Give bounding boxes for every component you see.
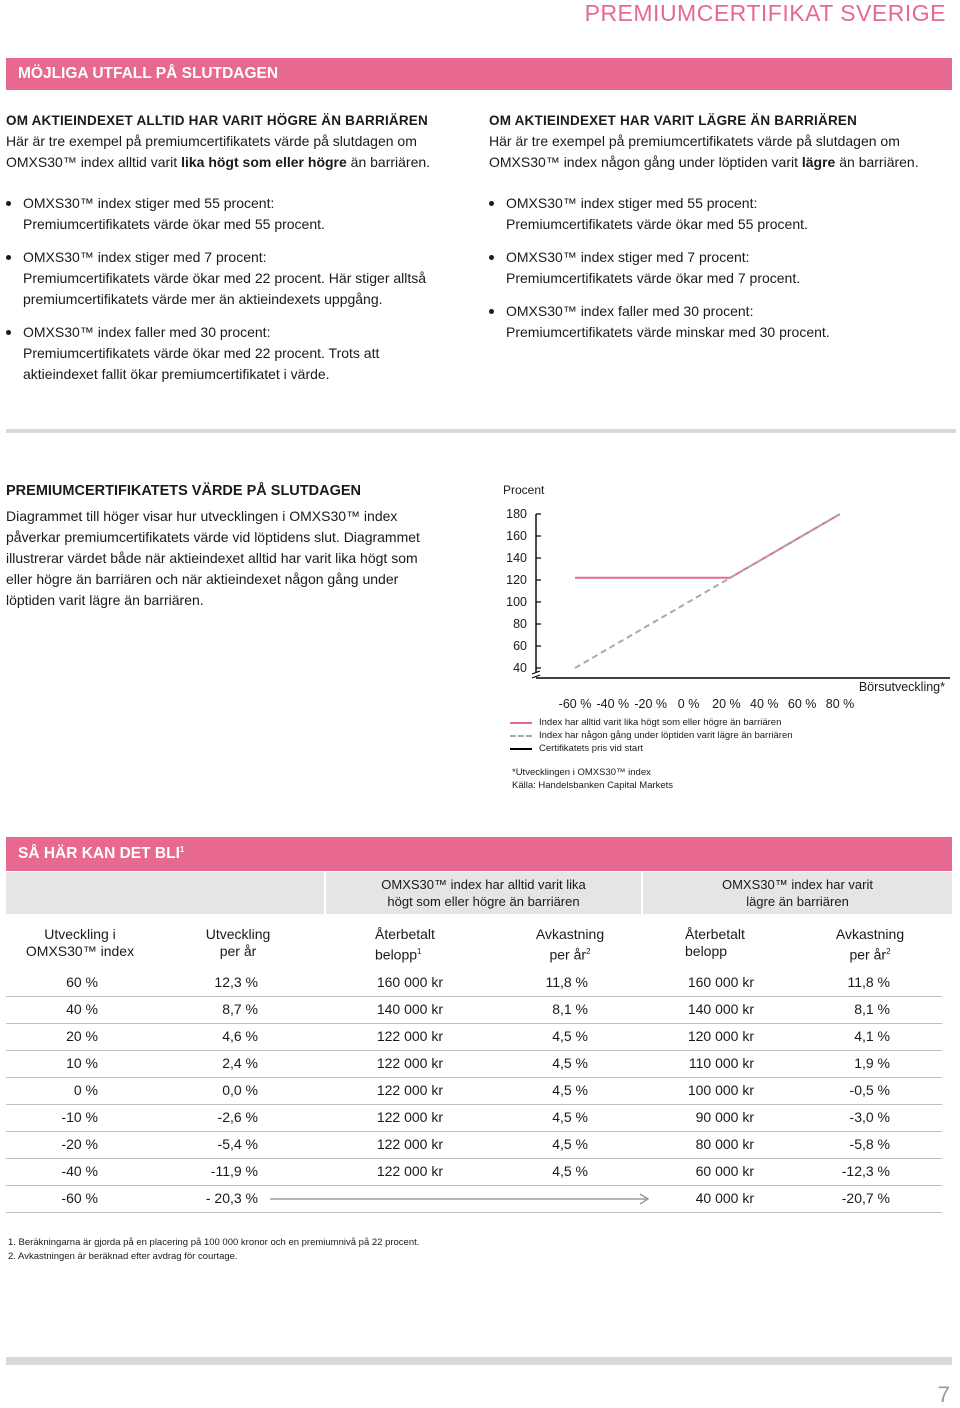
chart-note-line: *Utvecklingen i OMXS30™ index (512, 767, 651, 778)
table-row-rule (6, 1050, 942, 1051)
table-cell: 110 000 kr (688, 1055, 754, 1071)
intro-line-post: än barriären. (835, 154, 919, 170)
table-cell: 8,7 % (222, 1001, 258, 1017)
intro-line: Här är tre exempel på premiumcertifikatets värde på slutdagen om (6, 133, 417, 149)
x-tick-label: 0 % (677, 697, 700, 711)
bullet-line: Premiumcertifikatets värde ökar med 22 procent. Här stiger alltså (23, 270, 427, 286)
column-header (20, 926, 140, 960)
right-bullet-list (489, 193, 954, 343)
y-tick-label: 120 (506, 573, 527, 587)
table-cell: 12,3 % (214, 974, 258, 990)
bullet-line: Premiumcertifikatets värde minskar med 30 procent. (506, 324, 830, 340)
legend-swatch-black (510, 748, 532, 750)
bullet-item (489, 193, 954, 235)
bullet-line: Premiumcertifikatets värde ökar med 55 procent. (506, 216, 808, 232)
group-header-line: högt som eller högre än barriären (387, 894, 580, 909)
left-intro (6, 131, 471, 173)
table-cell: 10 % (66, 1055, 98, 1071)
footnote: 1. Beräkningarna är gjorda på en placering på 100 000 kronor och en premiumnivå på 22 procent. (8, 1237, 420, 1248)
intro-line-bold: lika högt som eller högre (181, 154, 347, 170)
chart-note-line: Källa: Handelsbanken Capital Markets (512, 780, 674, 791)
table-cell: -20 % (61, 1136, 98, 1152)
table-cell: 8,1 % (552, 1001, 588, 1017)
page-number: 7 (937, 1382, 950, 1407)
section-band-mojliga-utfall (6, 58, 952, 90)
chart-description (6, 481, 461, 611)
table-cell: 2,4 % (222, 1055, 258, 1071)
section-band-sa-har-kan-det-bli (6, 837, 952, 871)
page-header-title: PREMIUMCERTIFIKAT SVERIGE (584, 0, 946, 26)
payoff-chart (490, 478, 960, 798)
subhead-group-right (643, 872, 952, 914)
y-tick-label: 100 (506, 595, 527, 609)
x-tick-label: -20 % (634, 697, 668, 711)
table-cell: -2,6 % (217, 1109, 258, 1125)
table-cell: 4,5 % (552, 1028, 588, 1044)
y-tick-label: 160 (506, 529, 527, 543)
y-tick-label: 180 (506, 507, 527, 521)
column-header (375, 926, 475, 964)
bullet-line: OMXS30™ index faller med 30 procent: (23, 324, 271, 340)
table-cell: 140 000 kr (376, 1001, 443, 1017)
x-axis-label: Börsutveckling* (858, 680, 945, 694)
bullet-line: Premiumcertifikatets värde ökar med 7 procent. (506, 270, 801, 286)
subhead-group-left (326, 872, 641, 914)
body-line: löptiden varit lägre än barriären. (6, 592, 204, 608)
legend-swatch-pink (510, 722, 532, 724)
table-cell: 4,5 % (552, 1082, 588, 1098)
x-tick-label: 80 % (825, 697, 855, 711)
table-cell: -5,8 % (849, 1136, 890, 1152)
bottom-divider (6, 1357, 952, 1365)
bullet-line: Premiumcertifikatets värde ökar med 55 procent. (23, 216, 325, 232)
table-cell: -5,4 % (217, 1136, 258, 1152)
intro-line: Här är tre exempel på premiumcertifikatets värde på slutdagen om (489, 133, 900, 149)
column-header-line: per år (849, 946, 887, 963)
column-header (685, 926, 785, 960)
chart-description-heading: PREMIUMCERTIFIKATETS VÄRDE PÅ SLUTDAGEN (6, 483, 361, 499)
table-cell: -12,3 % (841, 1163, 890, 1179)
column-header-line: Återbetalt (685, 926, 745, 942)
column-header (820, 926, 920, 964)
right-intro (489, 131, 954, 173)
table-cell: 4,5 % (552, 1055, 588, 1071)
chart-notes (512, 766, 673, 792)
table-cell: -11,9 % (210, 1163, 258, 1179)
column-header-line: belopp (685, 943, 728, 959)
column-header (520, 926, 620, 964)
table-cell: 8,1 % (854, 1001, 890, 1017)
payoff-chart-svg (490, 478, 960, 718)
column-header-line: Avkastning (835, 926, 905, 942)
bullet-line: OMXS30™ index stiger med 55 procent: (23, 195, 275, 211)
group-header-line: OMXS30™ index har alltid varit lika (381, 877, 586, 892)
table-cell: 4,1 % (854, 1028, 890, 1044)
bullet-dot (6, 201, 11, 206)
legend-label: Certifikatets pris vid start (539, 743, 643, 754)
column-header-line: OMXS30™ index (25, 943, 135, 959)
table-cell: 100 000 kr (687, 1082, 754, 1098)
table-row-rule (6, 1023, 942, 1024)
y-axis-label: Procent (503, 483, 545, 497)
bullet-line: OMXS30™ index stiger med 55 procent: (506, 195, 758, 211)
footnote-marker: 1 (417, 947, 422, 956)
intro-line-pre: OMXS30™ index någon gång under löptiden varit (489, 154, 802, 170)
bullet-line: Premiumcertifikatets värde ökar med 22 procent. Trots att (23, 345, 380, 361)
table-cell: 0,0 % (222, 1082, 258, 1098)
section-title-text: SÅ HÄR KAN DET BLI (18, 845, 180, 863)
section-title (18, 845, 184, 863)
right-heading: OM AKTIEINDEXET HAR VARIT LÄGRE ÄN BARRIÄREN (489, 113, 858, 128)
bullet-line: aktieindexet fallit ökar premiumcertifikatet i värde. (23, 366, 330, 382)
x-tick-label: 60 % (787, 697, 817, 711)
column-header (188, 926, 288, 960)
group-header-line: lägre än barriären (746, 894, 849, 909)
table-cell: 40 000 kr (695, 1190, 754, 1206)
group-header-left (326, 876, 641, 910)
table-cell: 0 % (73, 1082, 98, 1098)
x-tick-label: -40 % (596, 697, 630, 711)
table-cell: - 20,3 % (205, 1190, 258, 1206)
bullet-item (489, 301, 954, 343)
table-cell: 140 000 kr (687, 1001, 754, 1017)
table-cell: -10 % (61, 1109, 98, 1125)
footnote-marker: 1 (179, 845, 185, 854)
group-header-line: OMXS30™ index har varit (721, 877, 873, 892)
left-column (6, 110, 471, 397)
arrow-icon (258, 1193, 658, 1205)
table-cell: 122 000 kr (376, 1109, 443, 1125)
footnote-marker: 2 (886, 947, 891, 956)
intro-line-pre: OMXS30™ index alltid varit (6, 154, 182, 170)
table-cell: -20,7 % (841, 1190, 890, 1206)
table-cell: -0,5 % (849, 1082, 890, 1098)
intro-line-post: än barriären. (346, 154, 431, 170)
bullet-dot (489, 309, 494, 314)
table-row-rule (6, 1212, 942, 1213)
table-cell: 120 000 kr (687, 1028, 754, 1044)
table-cell: 4,5 % (552, 1136, 588, 1152)
table-cell: 4,5 % (552, 1163, 588, 1179)
bullet-dot (6, 255, 11, 260)
chart-description-body (6, 506, 461, 611)
table-cell: 122 000 kr (376, 1028, 443, 1044)
table-cell: 40 % (66, 1001, 98, 1017)
table-cell: 122 000 kr (376, 1136, 443, 1152)
y-tick-label: 140 (506, 551, 527, 565)
footnote-marker: 2 (586, 947, 591, 956)
table-cell: 160 000 kr (687, 974, 754, 990)
table-cell: 90 000 kr (695, 1109, 754, 1125)
table-row-rule (6, 1131, 942, 1132)
column-header-line: per år (549, 946, 587, 963)
bullet-line: OMXS30™ index faller med 30 procent: (506, 303, 754, 319)
table-cell: 122 000 kr (376, 1055, 443, 1071)
left-heading: OM AKTIEINDEXET ALLTID HAR VARIT HÖGRE ÄN BARRIÄREN (6, 113, 428, 128)
group-header-right (643, 876, 952, 910)
bullet-item (489, 247, 954, 289)
legend-item (510, 730, 793, 741)
body-line: eller högre än barriären och när aktieindexet någon gång under (6, 571, 399, 587)
body-line: illustrerar värdet både när aktieindexet alltid har varit lika högt som (6, 550, 418, 566)
left-bullet-list (6, 193, 471, 385)
bullet-dot (489, 201, 494, 206)
column-header-line: per år (219, 943, 257, 959)
table-cell: 11,8 % (847, 974, 890, 990)
bullet-dot (489, 255, 494, 260)
table-row-rule (6, 996, 942, 997)
table-row-rule (6, 1104, 942, 1105)
table-cell: 122 000 kr (376, 1163, 443, 1179)
table-cell: 80 000 kr (695, 1136, 754, 1152)
y-tick-label: 40 (513, 661, 527, 675)
table-cell: 60 % (66, 974, 98, 990)
right-column (489, 110, 954, 355)
bullet-item (6, 322, 471, 385)
y-tick-label: 60 (513, 639, 527, 653)
table-row-rule (6, 1077, 942, 1078)
legend-label: Index har någon gång under löptiden varit lägre än barriären (539, 730, 793, 741)
axis-break-icon (532, 671, 540, 678)
intro-line-bold: lägre (801, 154, 836, 170)
legend-swatch-gray-dashed (510, 735, 532, 737)
table-row-rule (6, 1158, 942, 1159)
bullet-line: OMXS30™ index stiger med 7 procent: (506, 249, 750, 265)
legend-item (510, 717, 781, 728)
body-line: påverkar premiumcertifikatets värde vid löptidens slut. Diagrammet (6, 529, 420, 545)
body-line: Diagrammet till höger visar hur utvecklingen i OMXS30™ index (6, 508, 398, 524)
table-cell: 122 000 kr (376, 1082, 443, 1098)
table-cell: 4,6 % (222, 1028, 258, 1044)
table-row-rule (6, 1185, 942, 1186)
footnotes (8, 1236, 419, 1264)
series-line-0 (575, 514, 840, 578)
x-tick-label: -60 % (558, 697, 592, 711)
x-tick-label: 40 % (750, 697, 779, 711)
table-cell: 60 000 kr (695, 1163, 754, 1179)
table-cell: 160 000 kr (376, 974, 443, 990)
bullet-dot (6, 330, 11, 335)
column-header-line: belopp (375, 946, 418, 963)
table-cell: 11,8 % (545, 974, 588, 990)
footnote: 2. Avkastningen är beräknad efter avdrag för courtage. (8, 1251, 238, 1262)
table-cell: -3,0 % (849, 1109, 890, 1125)
column-header-line: Utveckling (205, 926, 271, 942)
bullet-line: OMXS30™ index stiger med 7 procent: (23, 249, 267, 265)
table-cell: -60 % (61, 1190, 98, 1206)
x-tick-label: 20 % (712, 697, 741, 711)
bullet-item (6, 247, 471, 310)
bullet-item (6, 193, 471, 235)
table-cell: 4,5 % (552, 1109, 588, 1125)
subhead-empty-cell (6, 872, 324, 914)
y-tick-label: 80 (513, 617, 527, 631)
series-line-1 (575, 514, 840, 668)
legend-item (510, 743, 643, 754)
table-cell: 1,9 % (854, 1055, 890, 1071)
legend-label: Index har alltid varit lika högt som eller högre än barriären (539, 717, 782, 728)
table-cell: 20 % (66, 1028, 98, 1044)
section-divider (6, 429, 956, 433)
column-header-line: Utveckling i (44, 926, 116, 942)
section-title: MÖJLIGA UTFALL PÅ SLUTDAGEN (18, 65, 279, 82)
column-header-line: Avkastning (535, 926, 605, 942)
column-header-line: Återbetalt (375, 926, 435, 942)
bullet-line: premiumcertifikatets värde mer än aktieindexets uppgång. (23, 291, 383, 307)
table-cell: -40 % (61, 1163, 98, 1179)
